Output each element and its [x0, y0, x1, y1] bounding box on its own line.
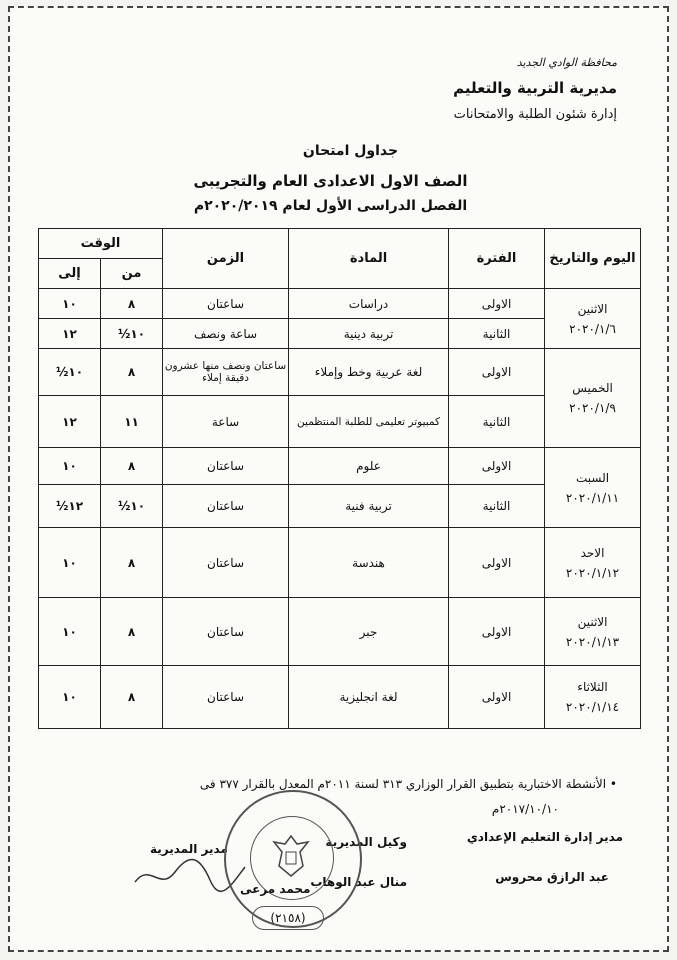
period-cell: الاولى — [449, 289, 545, 319]
subject-cell: كمبيوتر تعليمى للطلبة المنتظمين — [289, 396, 449, 448]
period-cell: الاولى — [449, 598, 545, 666]
director-title: مدير المديرية — [150, 842, 228, 856]
prep-director-title: مدير إدارة التعليم الإعدادي — [466, 830, 623, 844]
table-row — [39, 289, 641, 319]
title-term: الفصل الدراسى الأول لعام ٢٠٢٠/٢٠١٩م — [193, 198, 468, 214]
duration-cell: ساعة — [163, 396, 289, 448]
table-row — [39, 528, 641, 598]
exam-schedule-table — [38, 228, 641, 729]
duration-cell: ساعتان — [163, 598, 289, 666]
prep-director-name: عبد الرازق محروس — [495, 870, 609, 884]
header-subject: المادة — [289, 229, 449, 289]
period-cell: الاولى — [449, 528, 545, 598]
day-cell: الثلاثاء ٢٠٢٠/١/١٤ — [545, 666, 641, 729]
to-cell: ١٠ — [39, 598, 101, 666]
deputy-name: منال عبد الوهاب — [310, 875, 407, 889]
period-cell: الاولى — [449, 448, 545, 485]
day-cell: الاحد ٢٠٢٠/١/١٢ — [545, 528, 641, 598]
from-cell: ٨ — [101, 666, 163, 729]
from-cell: ½١٠ — [101, 485, 163, 528]
subject-cell: هندسة — [289, 528, 449, 598]
period-cell: الثانية — [449, 396, 545, 448]
serial-number: (٢١٥٨) — [252, 906, 324, 930]
governorate-name: محافظة الوادي الجديد — [516, 56, 617, 69]
from-cell: ½١٠ — [101, 319, 163, 349]
header-from: من — [101, 259, 163, 289]
to-cell: ١٢ — [39, 396, 101, 448]
to-cell: ١٢ — [39, 319, 101, 349]
duration-cell: ساعتان — [163, 448, 289, 485]
from-cell: ١١ — [101, 396, 163, 448]
director-name: محمد مرعى — [240, 882, 311, 896]
table-row — [39, 666, 641, 729]
subject-cell: تربية فنية — [289, 485, 449, 528]
duration-cell: ساعتان — [163, 485, 289, 528]
header-time: الوقت — [39, 229, 163, 259]
from-cell: ٨ — [101, 448, 163, 485]
regulation-note-date: ٢٠١٧/١٠/١٠م — [491, 802, 559, 816]
day-cell: الاثنين ٢٠٢٠/١/١٣ — [545, 598, 641, 666]
from-cell: ٨ — [101, 289, 163, 319]
header-period: الفترة — [449, 229, 545, 289]
deputy-title: وكيل المديرية — [325, 835, 407, 849]
period-cell: الثانية — [449, 485, 545, 528]
day-cell: الاثنين ٢٠٢٠/١/٦ — [545, 289, 641, 349]
title-exam-schedule: جداول امتحان — [302, 143, 399, 159]
day-cell: السبت ٢٠٢٠/١/١١ — [545, 448, 641, 528]
from-cell: ٨ — [101, 349, 163, 396]
subject-cell: تربية دينية — [289, 319, 449, 349]
to-cell: ١٠ — [39, 289, 101, 319]
bullet-icon: • — [606, 777, 617, 791]
subject-cell: جبر — [289, 598, 449, 666]
to-cell: ١٠ — [39, 666, 101, 729]
to-cell: ½١٢ — [39, 485, 101, 528]
duration-cell: ساعتان — [163, 666, 289, 729]
to-cell: ١٠ — [39, 448, 101, 485]
subject-cell: لغة انجليزية — [289, 666, 449, 729]
day-cell: الخميس ٢٠٢٠/١/٩ — [545, 349, 641, 448]
from-cell: ٨ — [101, 598, 163, 666]
department-name: إدارة شئون الطلبة والامتحانات — [453, 107, 617, 122]
table-row — [39, 448, 641, 485]
period-cell: الاولى — [449, 349, 545, 396]
duration-cell: ساعتان — [163, 289, 289, 319]
duration-cell: ساعة ونصف — [163, 319, 289, 349]
subject-cell: لغة عربية وخط وإملاء — [289, 349, 449, 396]
duration-cell: ساعتان — [163, 528, 289, 598]
table-row — [39, 598, 641, 666]
regulation-note: • الأنشطة الاختبارية بتطبيق القرار الوزاري ٣١٣ لسنة ٢٠١١م المعدل بالقرار ٣٧٧ فى — [199, 777, 617, 791]
header-duration: الزمن — [163, 229, 289, 289]
duration-cell: ساعتان ونصف منها عشرون دقيقة إملاء — [163, 349, 289, 396]
to-cell: ½١٠ — [39, 349, 101, 396]
period-cell: الاولى — [449, 666, 545, 729]
to-cell: ١٠ — [39, 528, 101, 598]
eagle-icon — [270, 832, 312, 880]
from-cell: ٨ — [101, 528, 163, 598]
title-grade: الصف الاول الاعدادى العام والتجريبى — [193, 172, 468, 190]
subject-cell: علوم — [289, 448, 449, 485]
period-cell: الثانية — [449, 319, 545, 349]
subject-cell: دراسات — [289, 289, 449, 319]
table-row — [39, 349, 641, 396]
header-to: إلى — [39, 259, 101, 289]
header-day-date: اليوم والتاريخ — [545, 229, 641, 289]
directorate-name: مديرية التربية والتعليم — [453, 79, 617, 97]
